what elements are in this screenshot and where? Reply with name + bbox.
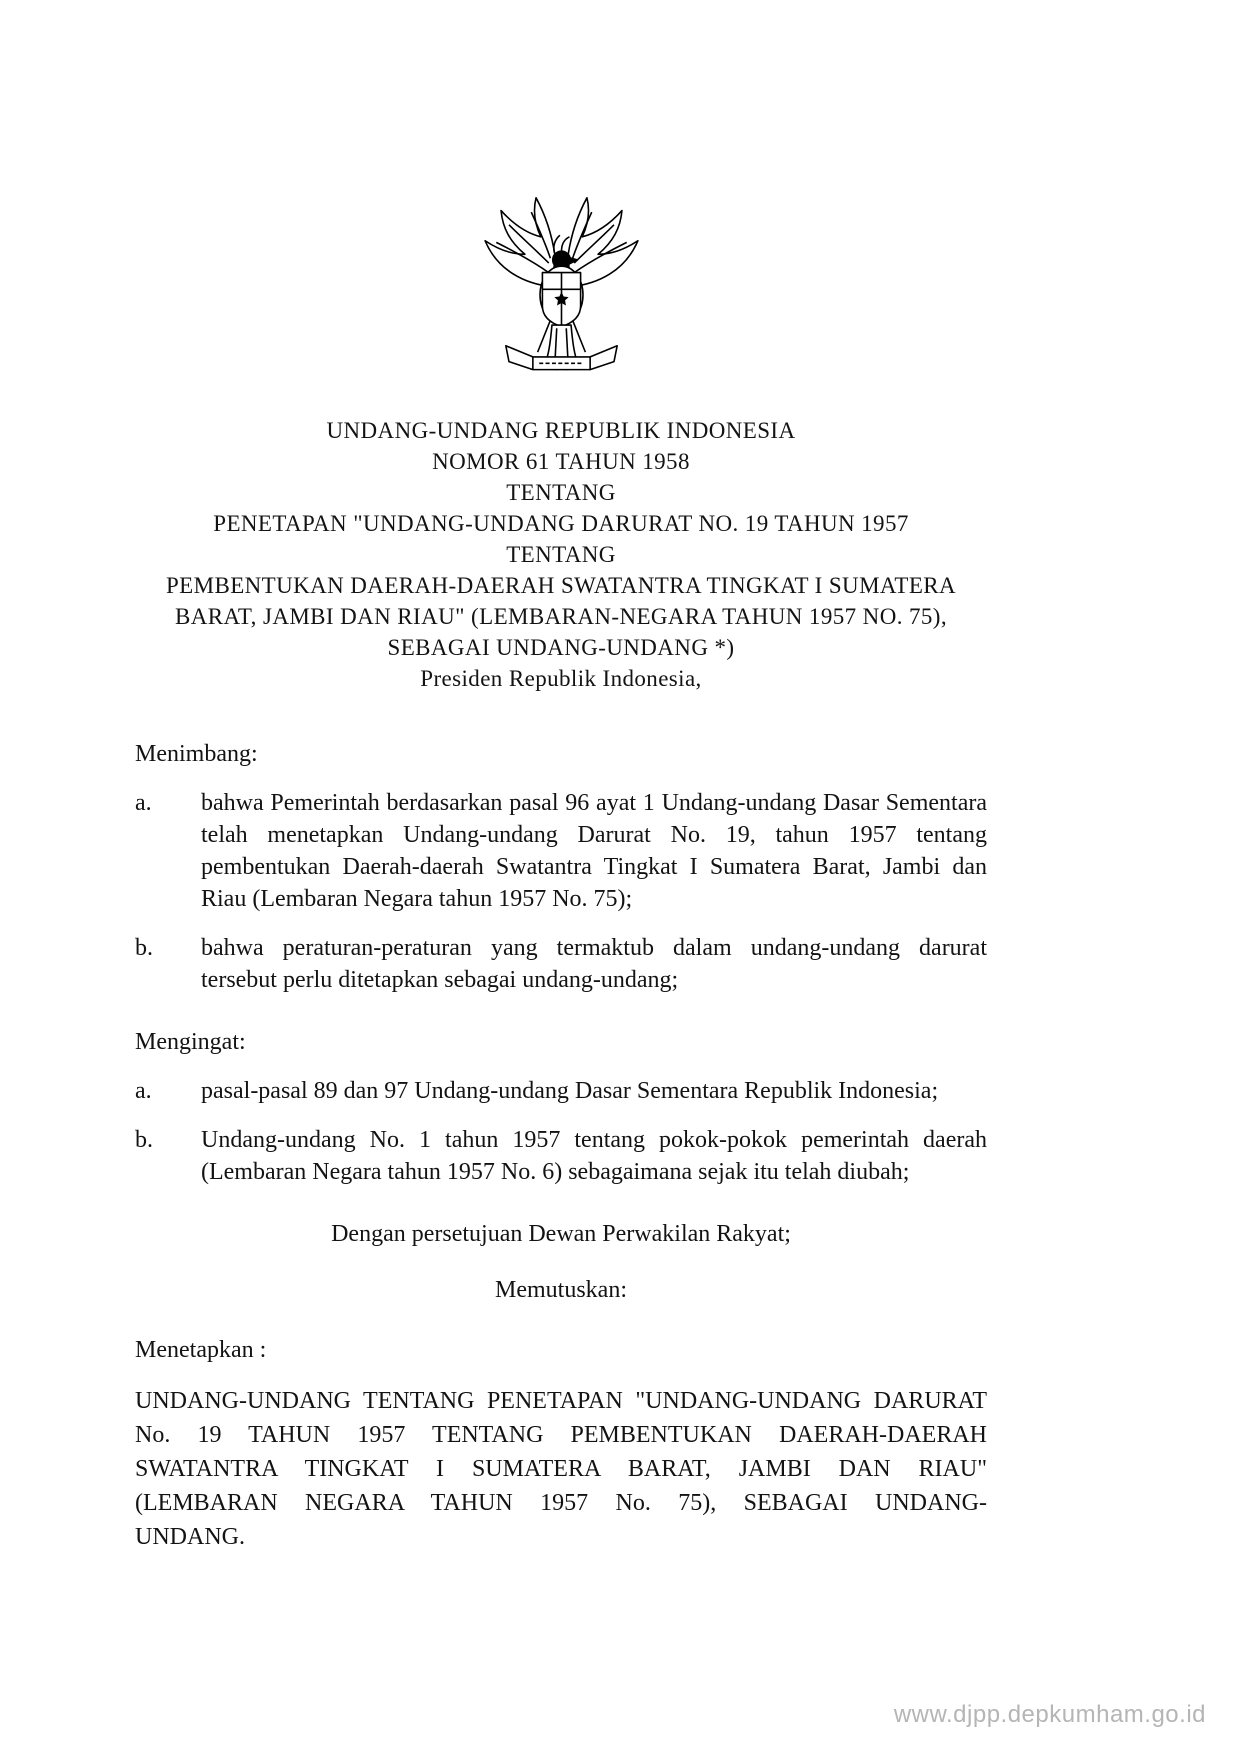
document-content	[135, 0, 987, 1554]
title-line: UNDANG-UNDANG REPUBLIK INDONESIA	[326, 418, 796, 443]
item-marker: b.	[135, 1127, 153, 1153]
item-text: bahwa Pemerintah berdasarkan pasal 96 ayat 1 Undang-undang Dasar Sementara telah menetapkan Undang-undang Darurat No. 19, tahun 1957 tentang pembentukan Daerah-daerah Swatantra Tingkat I Sumatera Barat, Jambi dan Riau (Lembaran Negara tahun 1957 No. 75);	[201, 790, 987, 912]
title-line: BARAT, JAMBI DAN RIAU" (LEMBARAN-NEGARA TAHUN 1957 NO. 75),	[174, 604, 948, 629]
considering-item-b	[135, 932, 987, 996]
item-text: pasal-pasal 89 dan 97 Undang-undang Dasar Sementara Republik Indonesia;	[201, 1078, 939, 1104]
title-line: SEBAGAI UNDANG-UNDANG *)	[387, 635, 735, 660]
item-marker: a.	[135, 790, 152, 816]
document-title	[135, 415, 987, 694]
considering-label: Menimbang:	[135, 741, 258, 767]
title-line: TENTANG	[506, 480, 616, 505]
title-subtitle: Presiden Republik Indonesia,	[420, 666, 702, 691]
recalling-item-a	[135, 1075, 987, 1107]
considering-item-a	[135, 787, 987, 915]
enact-label: Menetapkan :	[135, 1337, 267, 1363]
item-text: Undang-undang No. 1 tahun 1957 tentang pokok-pokok pemerintah daerah (Lembaran Negara tahun 1957 No. 6) sebagaimana sejak itu telah diubah;	[201, 1127, 987, 1185]
national-emblem	[135, 186, 987, 391]
title-line: PENETAPAN "UNDANG-UNDANG DARURAT NO. 19 TAHUN 1957	[213, 511, 909, 536]
garuda-pancasila-icon	[474, 186, 649, 391]
item-marker: a.	[135, 1078, 152, 1104]
title-line: PEMBENTUKAN DAERAH-DAERAH SWATANTRA TINGKAT I SUMATERA	[165, 573, 957, 598]
title-line: TENTANG	[506, 542, 616, 567]
item-text: bahwa peraturan-peraturan yang termaktub dalam undang-undang darurat tersebut perlu ditetapkan sebagai undang-undang;	[201, 935, 987, 993]
agreement-line: Dengan persetujuan Dewan Perwakilan Rakyat;	[331, 1221, 791, 1247]
recalling-label: Mengingat:	[135, 1029, 246, 1055]
recalling-item-b	[135, 1124, 987, 1188]
decision-heading: Memutuskan:	[495, 1277, 627, 1303]
item-marker: b.	[135, 935, 153, 961]
enactment-text: UNDANG-UNDANG TENTANG PENETAPAN "UNDANG-UNDANG DARURAT No. 19 TAHUN 1957 TENTANG PEMBENTUKAN DAERAH-DAERAH SWATANTRA TINGKAT I SUMATERA BARAT, JAMBI DAN RIAU" (LEMBARAN NEGARA TAHUN 1957 No. 75), SEBAGAI UNDANG-UNDANG.	[135, 1388, 987, 1550]
title-line: NOMOR 61 TAHUN 1958	[432, 449, 690, 474]
watermark: www.djpp.depkumham.go.id	[893, 1701, 1206, 1728]
